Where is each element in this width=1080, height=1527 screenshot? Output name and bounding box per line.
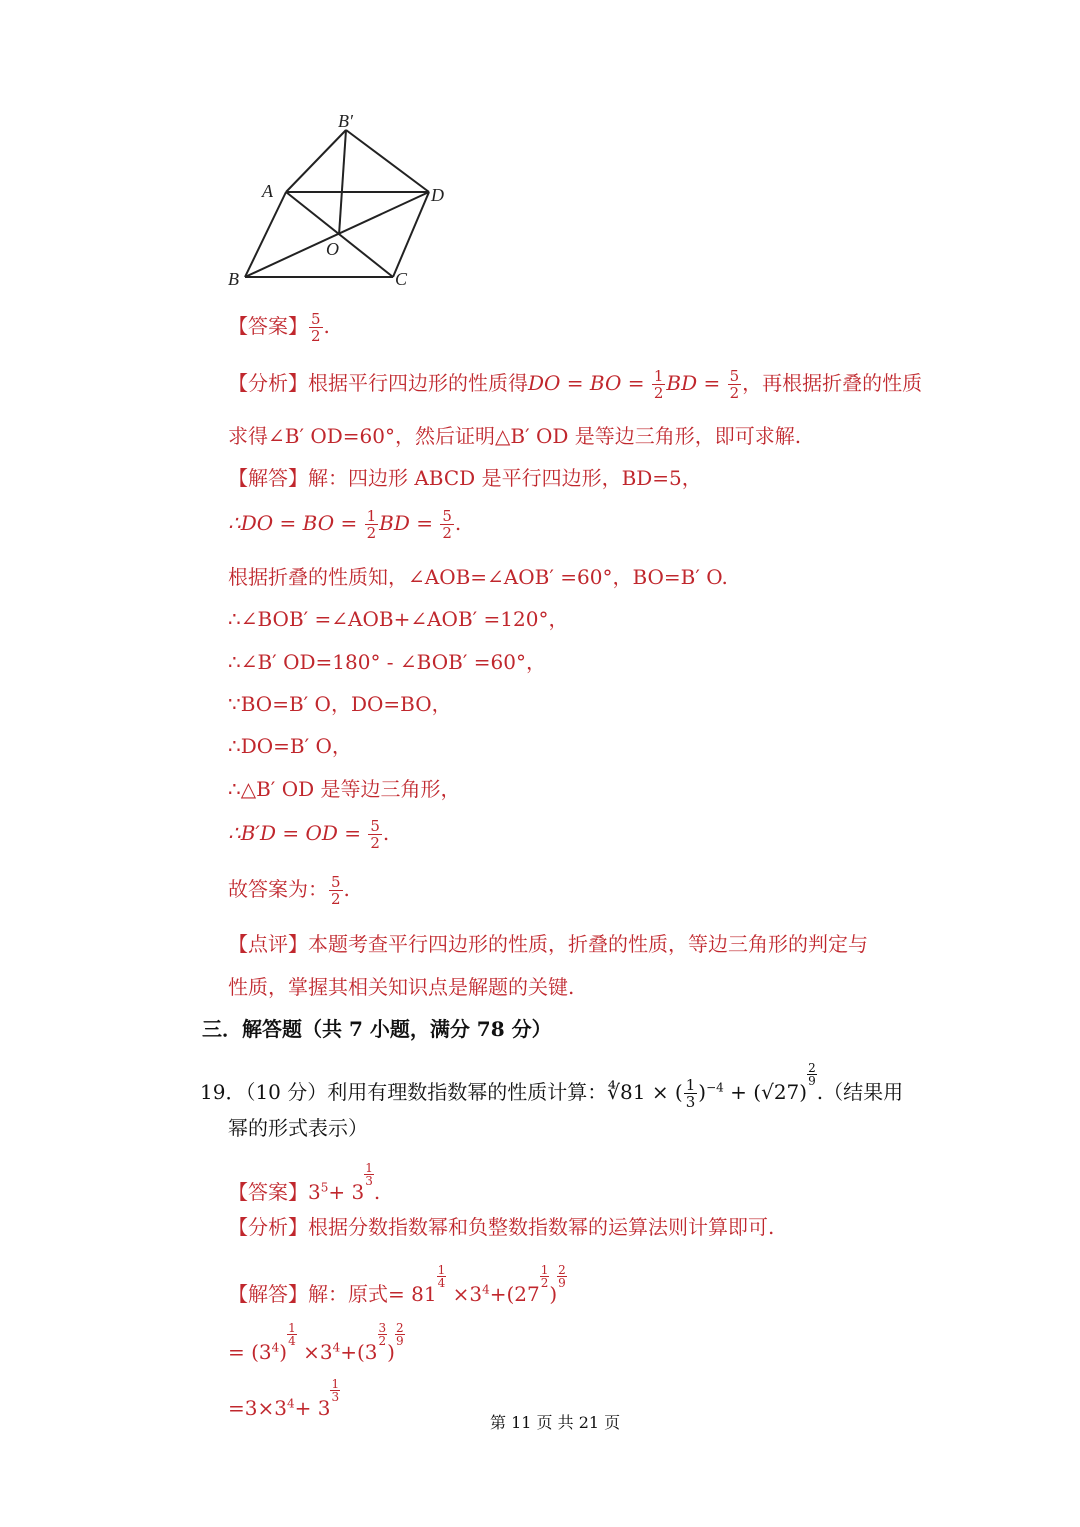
parallelogram-figure xyxy=(220,105,460,295)
comment-tag: 【点评】 xyxy=(228,932,308,956)
q19-step2: = $(3^4)$ $\frac{1}{4}$ $\times 3^4+(3$ $\frac{3}{2}$ ) $\frac{2}{9}$ xyxy=(228,1321,404,1364)
label-o: O xyxy=(326,239,339,259)
page-footer: 第 11 页 共 21 页 xyxy=(490,1413,621,1432)
q18-answer: 【答案】 $\frac{5}{2}$ . xyxy=(228,310,330,345)
label-a: A xyxy=(262,181,273,201)
q18-equilateral: ∴△B′ OD 是等边三角形， xyxy=(228,777,461,801)
analysis-tag: 【分析】 xyxy=(228,371,308,395)
q18-final: 故答案为： $\frac{5}{2}$ . xyxy=(228,873,350,908)
q19-solution-line1: 【解答】解：原式= 81 $\frac{1}{4}$ $\times 3^4+(27$ $\frac{1}{2}$ ) $\frac{2}{9}$ xyxy=(228,1263,566,1306)
q18-bob: ∴∠BOB′ =∠AOB+∠AOB′ =120°， xyxy=(228,607,569,631)
q18-solution-line1: 【解答】解：四边形 ABCD 是平行四边形，BD=5， xyxy=(228,466,702,490)
label-d: D xyxy=(431,185,444,205)
q18-bod: ∴∠B′ OD=180° - ∠BOB′ =60°， xyxy=(228,650,546,674)
q19-step3: $=3\times 3^4+ 3$ $\frac{1}{3}$ xyxy=(228,1377,340,1420)
fraction: $\frac{5}{2}$ xyxy=(311,310,321,345)
q18-do: ∴DO=B′ O， xyxy=(228,734,352,758)
q18-comment-line1: 【点评】本题考查平行四边形的性质，折叠的性质，等边三角形的判定与 xyxy=(228,932,868,956)
q18-bd: ∴B′D = OD = $\frac{5}{2}$ . xyxy=(228,817,390,852)
q18-analysis-line1: 【分析】根据平行四边形的性质得DO = BO = $\frac{1}{2}$ BD = $\frac{5}{2}$ ，再根据折叠的性质 xyxy=(228,367,923,402)
label-c: C xyxy=(395,269,408,289)
q19-stem-line2: 幂的形式表示） xyxy=(228,1116,368,1140)
label-b: B xyxy=(228,269,239,289)
solution-tag: 【解答】 xyxy=(228,466,308,490)
answer-tag: 【答案】 xyxy=(228,314,308,338)
q19-answer: 【答案】$3^5+ 3$ $\frac{1}{3}$ . xyxy=(228,1161,381,1204)
section-title: 三．解答题（共 7 小题，满分 78 分） xyxy=(202,1017,552,1041)
q18-do-bo: ∴DO = BO = $\frac{1}{2}$ BD = $\frac{5}{2}$ . xyxy=(228,507,462,542)
q19-analysis: 【分析】根据分数指数幂和负整数指数幂的运算法则计算即可. xyxy=(228,1215,775,1239)
q18-comment-line2: 性质，掌握其相关知识点是解题的关键. xyxy=(228,975,575,999)
q19-stem-line1: 19．（10 分）利用有理数指数幂的性质计算：∜81 × ( $\frac{1}{3}$ )$^{-4}$ + (√27) $\frac{2}{9}$ .（结果用 xyxy=(200,1061,904,1111)
q18-analysis-line2: 求得∠B′ OD=60°，然后证明△B′ OD 是等边三角形，即可求解. xyxy=(228,424,802,448)
q18-fold: 根据折叠的性质知，∠AOB=∠AOB′ =60°，BO=B′ O. xyxy=(228,565,728,589)
q18-because: ∵BO=B′ O，DO=BO， xyxy=(228,692,452,716)
label-b-prime: B′ xyxy=(338,111,353,131)
